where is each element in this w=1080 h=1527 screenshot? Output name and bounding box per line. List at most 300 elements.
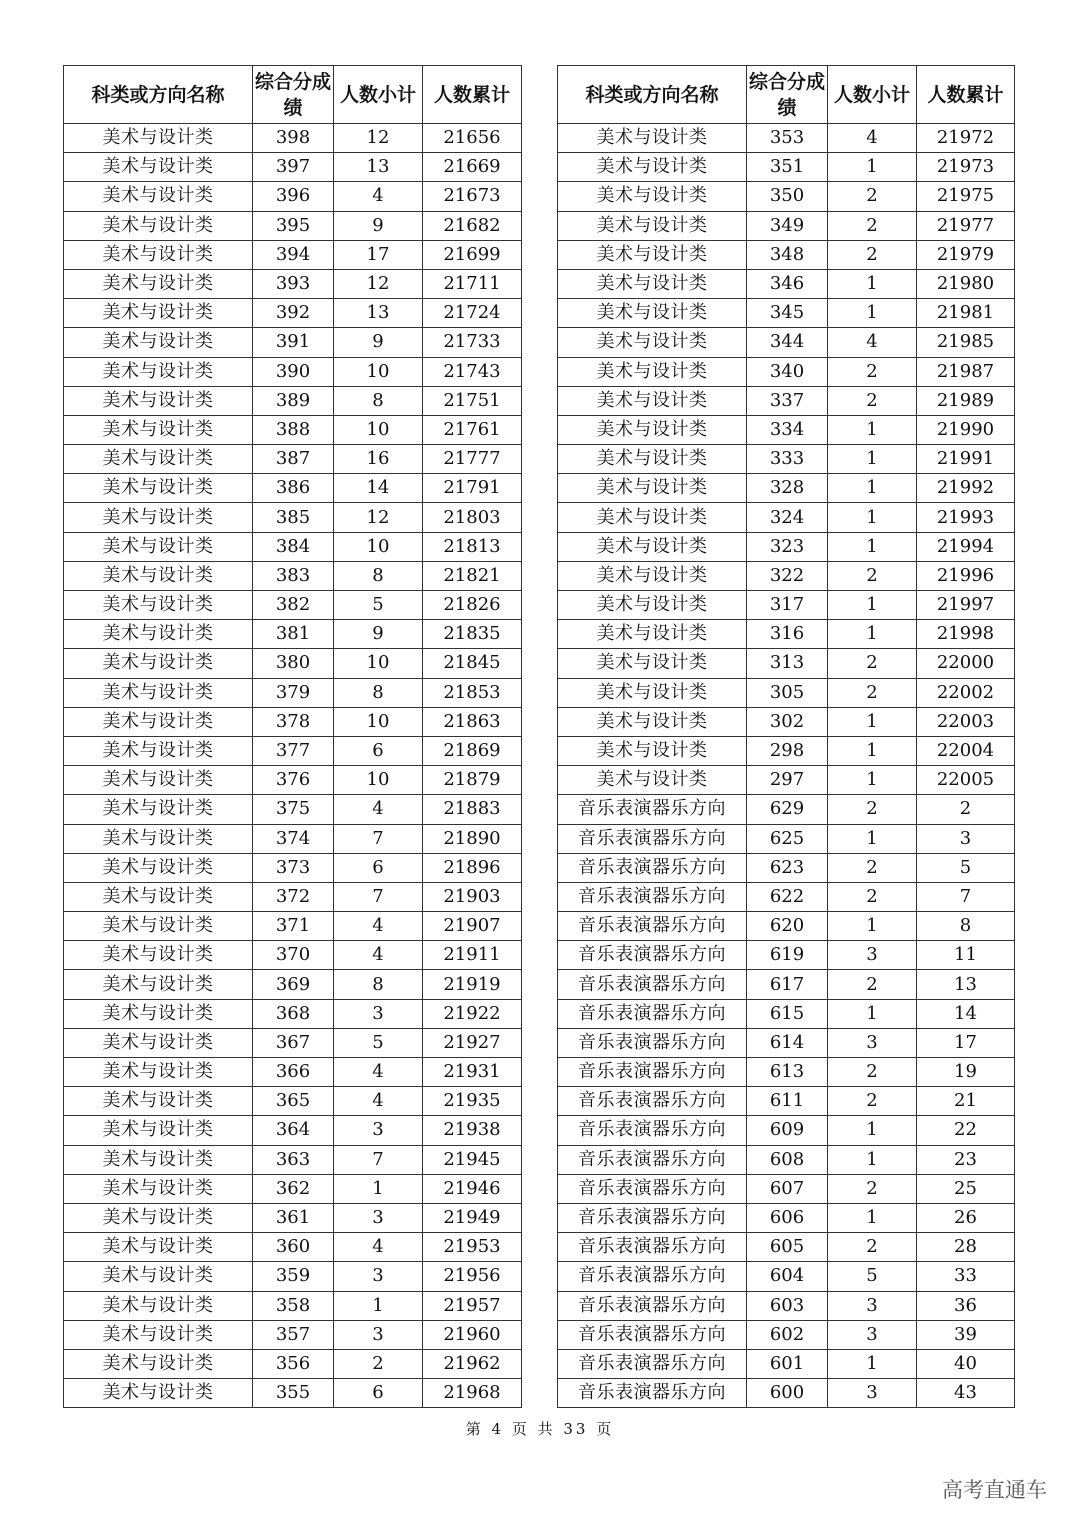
- score-cell: 371: [253, 912, 334, 941]
- score-cell: 357: [253, 1320, 334, 1349]
- category-cell: 美术与设计类: [64, 386, 253, 415]
- count-cell: 2: [828, 853, 917, 882]
- count-cell: 4: [334, 182, 423, 211]
- count-cell: 3: [828, 1320, 917, 1349]
- category-cell: 美术与设计类: [64, 474, 253, 503]
- category-cell: 音乐表演器乐方向: [558, 1291, 747, 1320]
- score-cell: 611: [747, 1087, 828, 1116]
- category-cell: 美术与设计类: [558, 415, 747, 444]
- category-cell: 美术与设计类: [64, 1203, 253, 1232]
- cumulative-cell: 21711: [423, 269, 522, 298]
- table-row: [64, 999, 522, 1028]
- score-cell: 370: [253, 941, 334, 970]
- category-cell: 美术与设计类: [64, 882, 253, 911]
- count-cell: 12: [334, 503, 423, 532]
- count-cell: 9: [334, 620, 423, 649]
- count-cell: 7: [334, 1145, 423, 1174]
- score-cell: 625: [747, 824, 828, 853]
- score-cell: 377: [253, 736, 334, 765]
- count-cell: 3: [334, 1203, 423, 1232]
- count-cell: 16: [334, 445, 423, 474]
- count-cell: 4: [828, 124, 917, 153]
- count-cell: 17: [334, 240, 423, 269]
- cumulative-cell: 21987: [917, 357, 1015, 386]
- table-row: [558, 1320, 1015, 1349]
- category-cell: 美术与设计类: [558, 707, 747, 736]
- category-cell: 美术与设计类: [558, 211, 747, 240]
- cumulative-cell: 21751: [423, 386, 522, 415]
- score-cell: 376: [253, 766, 334, 795]
- count-cell: 1: [828, 620, 917, 649]
- category-cell: 美术与设计类: [64, 1145, 253, 1174]
- count-cell: 2: [828, 561, 917, 590]
- score-cell: 317: [747, 591, 828, 620]
- table-row: [558, 766, 1015, 795]
- table-row: [558, 620, 1015, 649]
- table-row: [64, 474, 522, 503]
- category-cell: 美术与设计类: [558, 240, 747, 269]
- score-cell: 345: [747, 299, 828, 328]
- category-cell: 美术与设计类: [64, 1174, 253, 1203]
- cumulative-cell: 21845: [423, 649, 522, 678]
- cumulative-cell: 25: [917, 1174, 1015, 1203]
- table-row: [64, 707, 522, 736]
- category-cell: 美术与设计类: [558, 328, 747, 357]
- cumulative-cell: 21733: [423, 328, 522, 357]
- score-cell: 365: [253, 1087, 334, 1116]
- score-cell: 360: [253, 1233, 334, 1262]
- category-cell: 美术与设计类: [64, 1291, 253, 1320]
- count-cell: 2: [828, 240, 917, 269]
- table-row: [558, 211, 1015, 240]
- cumulative-cell: 21699: [423, 240, 522, 269]
- cumulative-cell: 21997: [917, 591, 1015, 620]
- score-cell: 393: [253, 269, 334, 298]
- score-cell: 316: [747, 620, 828, 649]
- count-cell: 5: [334, 1028, 423, 1057]
- score-cell: 601: [747, 1349, 828, 1378]
- table-row: [64, 1291, 522, 1320]
- count-cell: 10: [334, 766, 423, 795]
- table-row: [64, 853, 522, 882]
- score-cell: 368: [253, 999, 334, 1028]
- table-row: [558, 182, 1015, 211]
- score-cell: 600: [747, 1379, 828, 1408]
- count-cell: 2: [828, 1233, 917, 1262]
- count-cell: 1: [828, 736, 917, 765]
- table-body-right: [558, 124, 1015, 1408]
- score-cell: 348: [747, 240, 828, 269]
- cumulative-cell: 36: [917, 1291, 1015, 1320]
- cumulative-cell: 22000: [917, 649, 1015, 678]
- table-row: [558, 999, 1015, 1028]
- score-cell: 363: [253, 1145, 334, 1174]
- cumulative-cell: 21761: [423, 415, 522, 444]
- category-cell: 美术与设计类: [558, 532, 747, 561]
- table-row: [64, 795, 522, 824]
- category-cell: 美术与设计类: [558, 561, 747, 590]
- cumulative-cell: 21903: [423, 882, 522, 911]
- category-cell: 音乐表演器乐方向: [558, 853, 747, 882]
- table-row: [64, 445, 522, 474]
- category-cell: 音乐表演器乐方向: [558, 1174, 747, 1203]
- table-row: [558, 474, 1015, 503]
- table-row: [558, 678, 1015, 707]
- score-cell: 369: [253, 970, 334, 999]
- count-cell: 8: [334, 386, 423, 415]
- count-cell: 2: [828, 182, 917, 211]
- category-cell: 美术与设计类: [64, 182, 253, 211]
- table-row: [64, 882, 522, 911]
- count-cell: 1: [334, 1291, 423, 1320]
- table-row: [64, 649, 522, 678]
- score-cell: 381: [253, 620, 334, 649]
- count-cell: 1: [828, 912, 917, 941]
- category-cell: 音乐表演器乐方向: [558, 1058, 747, 1087]
- cumulative-cell: 21989: [917, 386, 1015, 415]
- table-row: [64, 182, 522, 211]
- table-row: [558, 1028, 1015, 1057]
- cumulative-cell: 22004: [917, 736, 1015, 765]
- table-row: [64, 124, 522, 153]
- header-cumulative: 人数累计: [917, 66, 1015, 124]
- cumulative-cell: 21960: [423, 1320, 522, 1349]
- table-row: [558, 299, 1015, 328]
- count-cell: 4: [334, 795, 423, 824]
- category-cell: 美术与设计类: [558, 620, 747, 649]
- score-cell: 385: [253, 503, 334, 532]
- score-cell: 617: [747, 970, 828, 999]
- category-cell: 美术与设计类: [558, 503, 747, 532]
- category-cell: 美术与设计类: [64, 357, 253, 386]
- score-cell: 349: [747, 211, 828, 240]
- table-row: [64, 532, 522, 561]
- score-cell: 340: [747, 357, 828, 386]
- cumulative-cell: 21992: [917, 474, 1015, 503]
- cumulative-cell: 2: [917, 795, 1015, 824]
- cumulative-cell: 21813: [423, 532, 522, 561]
- score-cell: 380: [253, 649, 334, 678]
- count-cell: 2: [828, 970, 917, 999]
- count-cell: 2: [828, 386, 917, 415]
- table-row: [558, 795, 1015, 824]
- count-cell: 1: [828, 445, 917, 474]
- cumulative-cell: 23: [917, 1145, 1015, 1174]
- table-row: [64, 503, 522, 532]
- count-cell: 1: [828, 299, 917, 328]
- count-cell: 8: [334, 970, 423, 999]
- cumulative-cell: 26: [917, 1203, 1015, 1232]
- category-cell: 美术与设计类: [558, 474, 747, 503]
- score-cell: 603: [747, 1291, 828, 1320]
- category-cell: 美术与设计类: [64, 269, 253, 298]
- count-cell: 6: [334, 1379, 423, 1408]
- table-row: [64, 1174, 522, 1203]
- cumulative-cell: 21777: [423, 445, 522, 474]
- cumulative-cell: 21724: [423, 299, 522, 328]
- category-cell: 美术与设计类: [64, 941, 253, 970]
- count-cell: 12: [334, 269, 423, 298]
- score-cell: 608: [747, 1145, 828, 1174]
- count-cell: 8: [334, 561, 423, 590]
- table-row: [558, 970, 1015, 999]
- category-cell: 美术与设计类: [64, 1349, 253, 1378]
- count-cell: 3: [334, 999, 423, 1028]
- cumulative-cell: 21743: [423, 357, 522, 386]
- score-cell: 622: [747, 882, 828, 911]
- category-cell: 美术与设计类: [64, 211, 253, 240]
- score-cell: 313: [747, 649, 828, 678]
- cumulative-cell: 21863: [423, 707, 522, 736]
- count-cell: 10: [334, 707, 423, 736]
- score-cell: 355: [253, 1379, 334, 1408]
- table-row: [558, 153, 1015, 182]
- score-cell: 384: [253, 532, 334, 561]
- table-row: [64, 1379, 522, 1408]
- table-row: [64, 386, 522, 415]
- count-cell: 8: [334, 678, 423, 707]
- count-cell: 4: [334, 912, 423, 941]
- category-cell: 音乐表演器乐方向: [558, 941, 747, 970]
- cumulative-cell: 14: [917, 999, 1015, 1028]
- count-cell: 10: [334, 532, 423, 561]
- table-row: [64, 912, 522, 941]
- category-cell: 音乐表演器乐方向: [558, 999, 747, 1028]
- count-cell: 3: [828, 1379, 917, 1408]
- table-row: [558, 415, 1015, 444]
- cumulative-cell: 21975: [917, 182, 1015, 211]
- count-cell: 13: [334, 153, 423, 182]
- category-cell: 美术与设计类: [64, 1262, 253, 1291]
- category-cell: 美术与设计类: [64, 1320, 253, 1349]
- cumulative-cell: 21682: [423, 211, 522, 240]
- cumulative-cell: 21896: [423, 853, 522, 882]
- count-cell: 5: [334, 591, 423, 620]
- category-cell: 美术与设计类: [64, 824, 253, 853]
- table-row: [64, 1087, 522, 1116]
- category-cell: 美术与设计类: [64, 445, 253, 474]
- cumulative-cell: 21931: [423, 1058, 522, 1087]
- count-cell: 4: [334, 1058, 423, 1087]
- table-row: [558, 1379, 1015, 1408]
- table-row: [64, 941, 522, 970]
- table-row: [558, 941, 1015, 970]
- score-cell: 396: [253, 182, 334, 211]
- cumulative-cell: 21957: [423, 1291, 522, 1320]
- score-cell: 302: [747, 707, 828, 736]
- category-cell: 美术与设计类: [64, 503, 253, 532]
- score-cell: 397: [253, 153, 334, 182]
- table-row: [64, 1320, 522, 1349]
- count-cell: 12: [334, 124, 423, 153]
- count-cell: 4: [334, 941, 423, 970]
- score-cell: 298: [747, 736, 828, 765]
- cumulative-cell: 21938: [423, 1116, 522, 1145]
- cumulative-cell: 21791: [423, 474, 522, 503]
- count-cell: 2: [828, 1087, 917, 1116]
- cumulative-cell: 21980: [917, 269, 1015, 298]
- category-cell: 美术与设计类: [64, 1087, 253, 1116]
- table-row: [558, 882, 1015, 911]
- count-cell: 1: [828, 707, 917, 736]
- category-cell: 美术与设计类: [64, 649, 253, 678]
- score-cell: 607: [747, 1174, 828, 1203]
- count-cell: 4: [334, 1087, 423, 1116]
- table-row: [558, 1203, 1015, 1232]
- cumulative-cell: 21835: [423, 620, 522, 649]
- cumulative-cell: 21962: [423, 1349, 522, 1378]
- count-cell: 1: [828, 591, 917, 620]
- category-cell: 美术与设计类: [64, 853, 253, 882]
- score-cell: 353: [747, 124, 828, 153]
- count-cell: 10: [334, 649, 423, 678]
- score-cell: 358: [253, 1291, 334, 1320]
- category-cell: 美术与设计类: [64, 999, 253, 1028]
- category-cell: 美术与设计类: [64, 124, 253, 153]
- score-cell: 623: [747, 853, 828, 882]
- count-cell: 2: [828, 357, 917, 386]
- count-cell: 1: [828, 1349, 917, 1378]
- table-row: [558, 124, 1015, 153]
- cumulative-cell: 21656: [423, 124, 522, 153]
- score-cell: 344: [747, 328, 828, 357]
- table-row: [64, 591, 522, 620]
- cumulative-cell: 28: [917, 1233, 1015, 1262]
- table-row: [558, 386, 1015, 415]
- cumulative-cell: 8: [917, 912, 1015, 941]
- score-cell: 382: [253, 591, 334, 620]
- table-row: [64, 1262, 522, 1291]
- page-number: 第 4 页 共 33 页: [465, 1420, 615, 1438]
- cumulative-cell: 22: [917, 1116, 1015, 1145]
- score-cell: 614: [747, 1028, 828, 1057]
- score-cell: 391: [253, 328, 334, 357]
- table-row: [64, 1028, 522, 1057]
- score-cell: 322: [747, 561, 828, 590]
- score-cell: 390: [253, 357, 334, 386]
- category-cell: 美术与设计类: [64, 532, 253, 561]
- count-cell: 1: [828, 824, 917, 853]
- count-cell: 1: [828, 1203, 917, 1232]
- count-cell: 10: [334, 415, 423, 444]
- score-cell: 620: [747, 912, 828, 941]
- count-cell: 13: [334, 299, 423, 328]
- cumulative-cell: 33: [917, 1262, 1015, 1291]
- score-cell: 606: [747, 1203, 828, 1232]
- score-cell: 359: [253, 1262, 334, 1291]
- cumulative-cell: 21968: [423, 1379, 522, 1408]
- score-cell: 374: [253, 824, 334, 853]
- cumulative-cell: 21911: [423, 941, 522, 970]
- count-cell: 7: [334, 824, 423, 853]
- table-row: [558, 591, 1015, 620]
- score-cell: 328: [747, 474, 828, 503]
- count-cell: 1: [828, 269, 917, 298]
- table-body-left: [64, 124, 522, 1408]
- score-cell: 337: [747, 386, 828, 415]
- category-cell: 美术与设计类: [558, 591, 747, 620]
- score-cell: 362: [253, 1174, 334, 1203]
- score-cell: 334: [747, 415, 828, 444]
- table-row: [558, 1145, 1015, 1174]
- table-row: [558, 561, 1015, 590]
- category-cell: 美术与设计类: [64, 1028, 253, 1057]
- count-cell: 3: [828, 941, 917, 970]
- table-row: [558, 912, 1015, 941]
- category-cell: 美术与设计类: [64, 240, 253, 269]
- count-cell: 2: [828, 882, 917, 911]
- table-row: [558, 1291, 1015, 1320]
- count-cell: 2: [828, 795, 917, 824]
- cumulative-cell: 17: [917, 1028, 1015, 1057]
- category-cell: 美术与设计类: [64, 328, 253, 357]
- cumulative-cell: 21985: [917, 328, 1015, 357]
- score-cell: 297: [747, 766, 828, 795]
- count-cell: 9: [334, 211, 423, 240]
- table-row: [558, 503, 1015, 532]
- score-cell: 351: [747, 153, 828, 182]
- count-cell: 3: [334, 1116, 423, 1145]
- table-row: [64, 415, 522, 444]
- score-cell: 373: [253, 853, 334, 882]
- header-score: 综合分成绩: [253, 66, 334, 124]
- category-cell: 音乐表演器乐方向: [558, 795, 747, 824]
- cumulative-cell: 21826: [423, 591, 522, 620]
- cumulative-cell: 21994: [917, 532, 1015, 561]
- score-cell: 378: [253, 707, 334, 736]
- cumulative-cell: 21953: [423, 1233, 522, 1262]
- score-cell: 386: [253, 474, 334, 503]
- category-cell: 音乐表演器乐方向: [558, 824, 747, 853]
- table-row: [64, 970, 522, 999]
- table-row: [558, 240, 1015, 269]
- cumulative-cell: 21993: [917, 503, 1015, 532]
- cumulative-cell: 21946: [423, 1174, 522, 1203]
- category-cell: 美术与设计类: [558, 357, 747, 386]
- table-row: [558, 1174, 1015, 1203]
- category-cell: 美术与设计类: [558, 386, 747, 415]
- table-row: [558, 824, 1015, 853]
- table-row: [64, 1203, 522, 1232]
- score-cell: 375: [253, 795, 334, 824]
- table-row: [64, 1349, 522, 1378]
- cumulative-cell: 3: [917, 824, 1015, 853]
- count-cell: 4: [828, 328, 917, 357]
- table-row: [64, 620, 522, 649]
- table-row: [558, 649, 1015, 678]
- table-row: [64, 1145, 522, 1174]
- cumulative-cell: 21991: [917, 445, 1015, 474]
- cumulative-cell: 21853: [423, 678, 522, 707]
- cumulative-cell: 22003: [917, 707, 1015, 736]
- table-row: [64, 299, 522, 328]
- cumulative-cell: 21981: [917, 299, 1015, 328]
- table-row: [558, 1349, 1015, 1378]
- score-cell: 602: [747, 1320, 828, 1349]
- cumulative-cell: 21673: [423, 182, 522, 211]
- cumulative-cell: 21956: [423, 1262, 522, 1291]
- header-count: 人数小计: [334, 66, 423, 124]
- cumulative-cell: 21990: [917, 415, 1015, 444]
- count-cell: 1: [334, 1174, 423, 1203]
- header-cumulative: 人数累计: [423, 66, 522, 124]
- cumulative-cell: 21935: [423, 1087, 522, 1116]
- table-row: [64, 1233, 522, 1262]
- score-cell: 388: [253, 415, 334, 444]
- score-cell: 613: [747, 1058, 828, 1087]
- category-cell: 音乐表演器乐方向: [558, 912, 747, 941]
- cumulative-cell: 21890: [423, 824, 522, 853]
